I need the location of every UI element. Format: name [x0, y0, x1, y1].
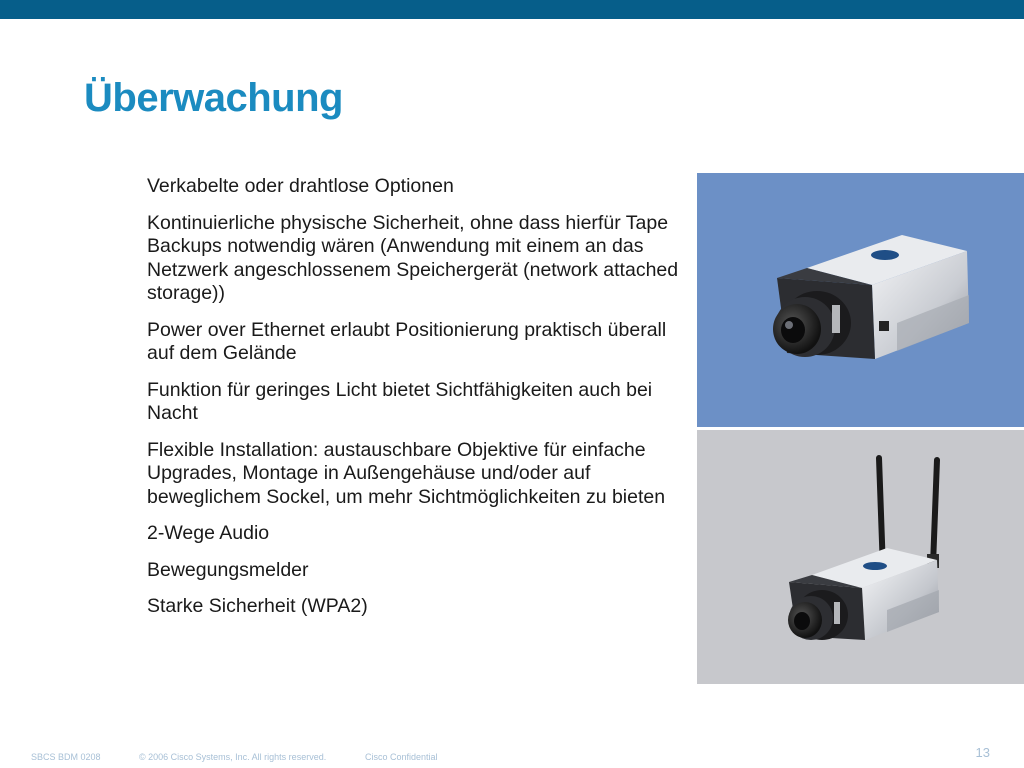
footer-copyright: © 2006 Cisco Systems, Inc. All rights reserved.: [139, 752, 327, 762]
wired-camera-illustration: [697, 173, 1024, 427]
wireless-camera-illustration: [697, 430, 1024, 684]
bullet-item: Flexible Installation: austauschbare Objektive für einfache Upgrades, Montage in Außengehäuse und/oder auf beweglichem Sockel, um mehr Sichtmöglichkeiten zu bieten: [147, 438, 666, 508]
wired-camera-photo: [697, 173, 1024, 427]
bullet-item: 2-Wege Audio: [147, 522, 270, 544]
top-banner: [0, 0, 1024, 19]
bullet-item: Verkabelte oder drahtlose Optionen: [147, 175, 454, 197]
bullet-item: Funktion für geringes Licht bietet Sichtfähigkeiten auch bei Nacht: [147, 378, 653, 424]
bullet-item: Kontinuierliche physische Sicherheit, ohne dass hierfür Tape Backups notwendig wären (Anwendung mit einem an das Netzwerk angeschlossenem Speichergerät (network attached storage)): [147, 211, 679, 304]
footer-confidential: Cisco Confidential: [365, 752, 438, 762]
bullet-item: Bewegungsmelder: [147, 558, 309, 581]
footer-doc-id: SBCS BDM 0208: [31, 752, 101, 762]
bullet-item: Starke Sicherheit (WPA2): [147, 595, 368, 617]
bullet-list: [147, 175, 682, 632]
page-number: 13: [975, 745, 990, 760]
wireless-camera-photo: [697, 430, 1024, 684]
bullet-item: Power over Ethernet erlaubt Positionierung praktisch überall auf dem Gelände: [147, 318, 667, 364]
slide-title: Überwachung: [84, 76, 343, 120]
